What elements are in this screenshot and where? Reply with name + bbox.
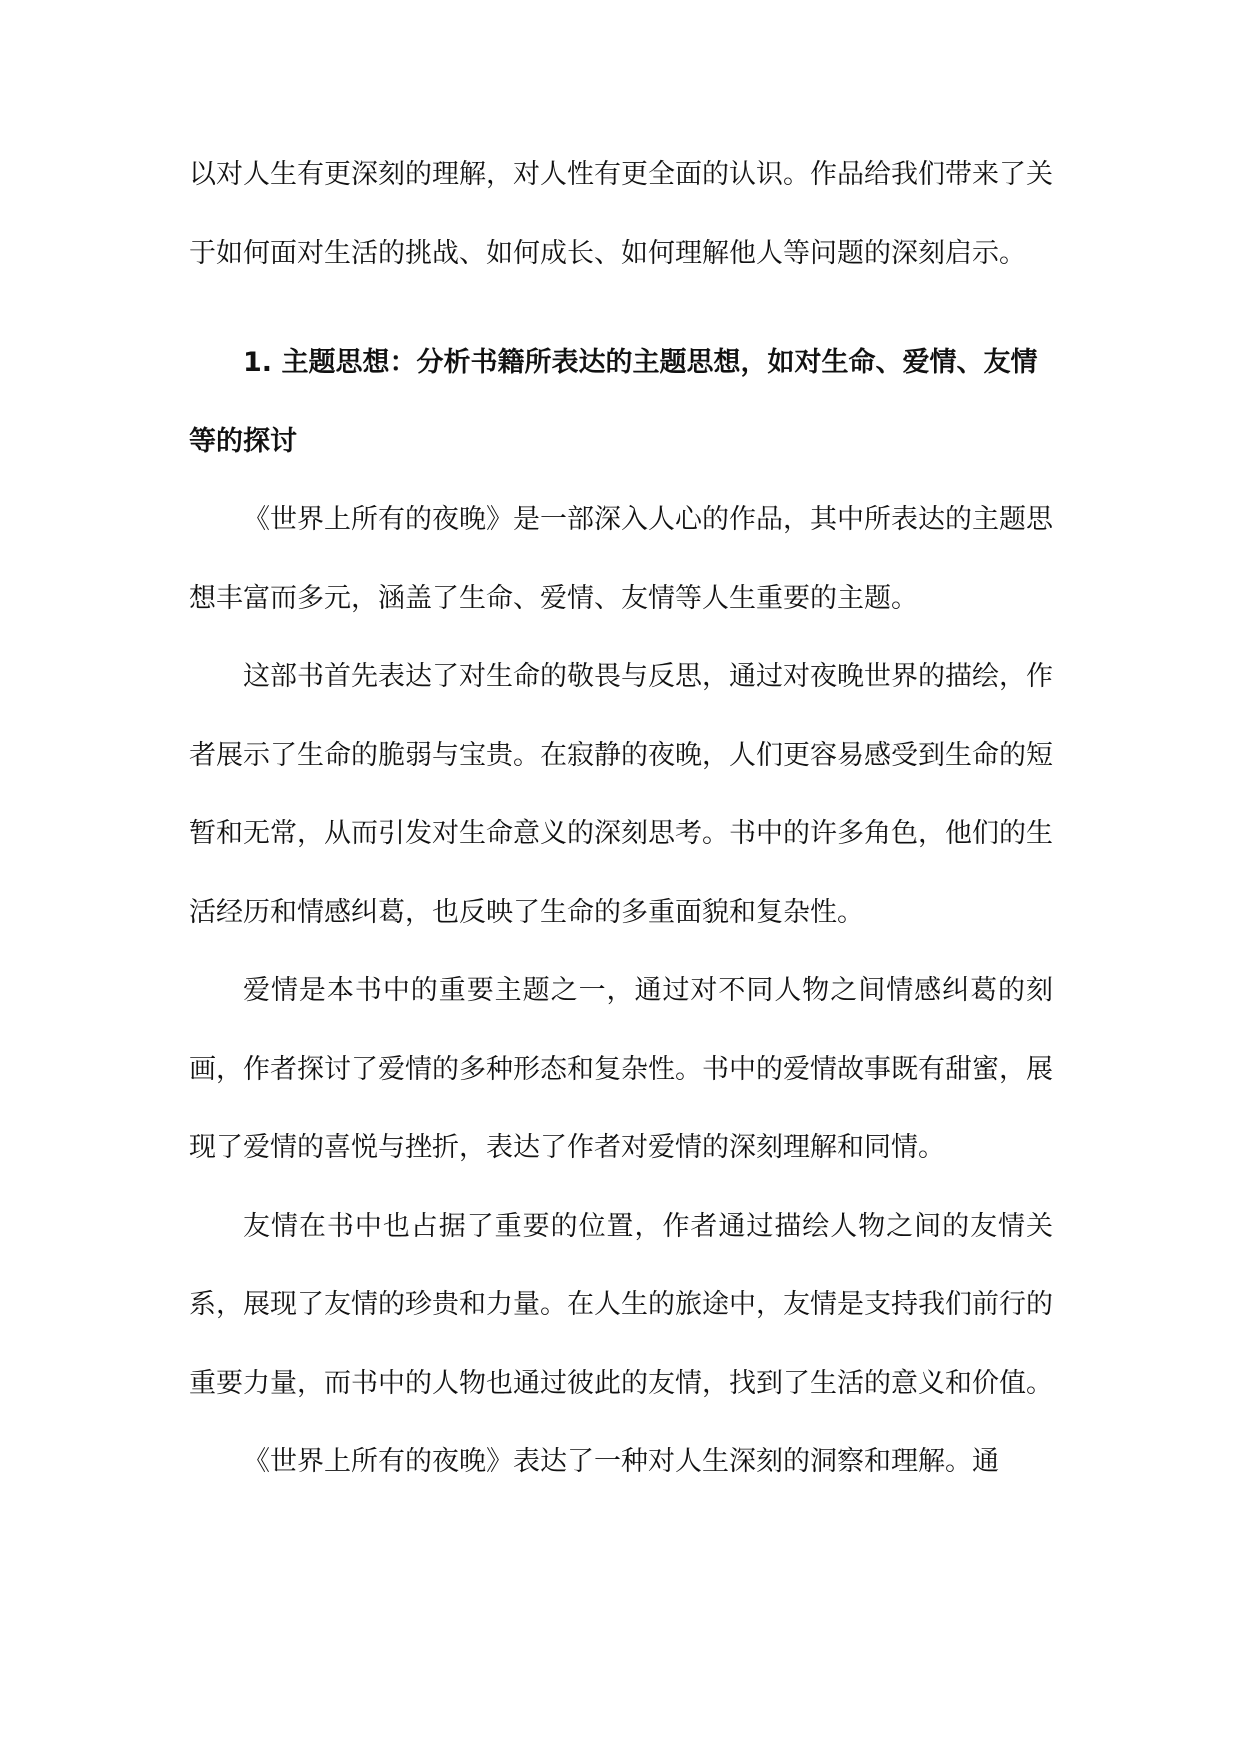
body-paragraph-4: 友情在书中也占据了重要的位置，作者通过描绘人物之间的友情关系，展现了友情的珍贵和力量。在人生的旅途中，友情是支持我们前行的重要力量，而书中的人物也通过彼此的友情，找到了生活的意义和价值。: [189, 1210, 1053, 1399]
section-heading: 1. 主题思想：分析书籍所表达的主题思想，如对生命、爱情、友情等的探讨: [189, 347, 1038, 457]
body-paragraph-2: 这部书首先表达了对生命的敬畏与反思，通过对夜晚世界的描绘，作者展示了生命的脆弱与宝贵。在寂静的夜晚，人们更容易感受到生命的短暂和无常，从而引发对生命意义的深刻思考。书中的许多角色，他们的生活经历和情感纠葛，也反映了生命的多重面貌和复杂性。: [189, 661, 1053, 928]
document-body: [189, 136, 1053, 1502]
body-paragraph-3: 爱情是本书中的重要主题之一，通过对不同人物之间情感纠葛的刻画，作者探讨了爱情的多种形态和复杂性。书中的爱情故事既有甜蜜，展现了爱情的喜悦与挫折，表达了作者对爱情的深刻理解和同情。: [189, 975, 1053, 1163]
body-paragraph-5: 《世界上所有的夜晚》表达了一种对人生深刻的洞察和理解。通: [243, 1446, 999, 1477]
body-paragraph-1: 《世界上所有的夜晚》是一部深入人心的作品，其中所表达的主题思想丰富而多元，涵盖了生命、爱情、友情等人生重要的主题。: [189, 504, 1053, 614]
intro-paragraph: 以对人生有更深刻的理解，对人性有更全面的认识。作品给我们带来了关于如何面对生活的挑战、如何成长、如何理解他人等问题的深刻启示。: [189, 159, 1053, 269]
